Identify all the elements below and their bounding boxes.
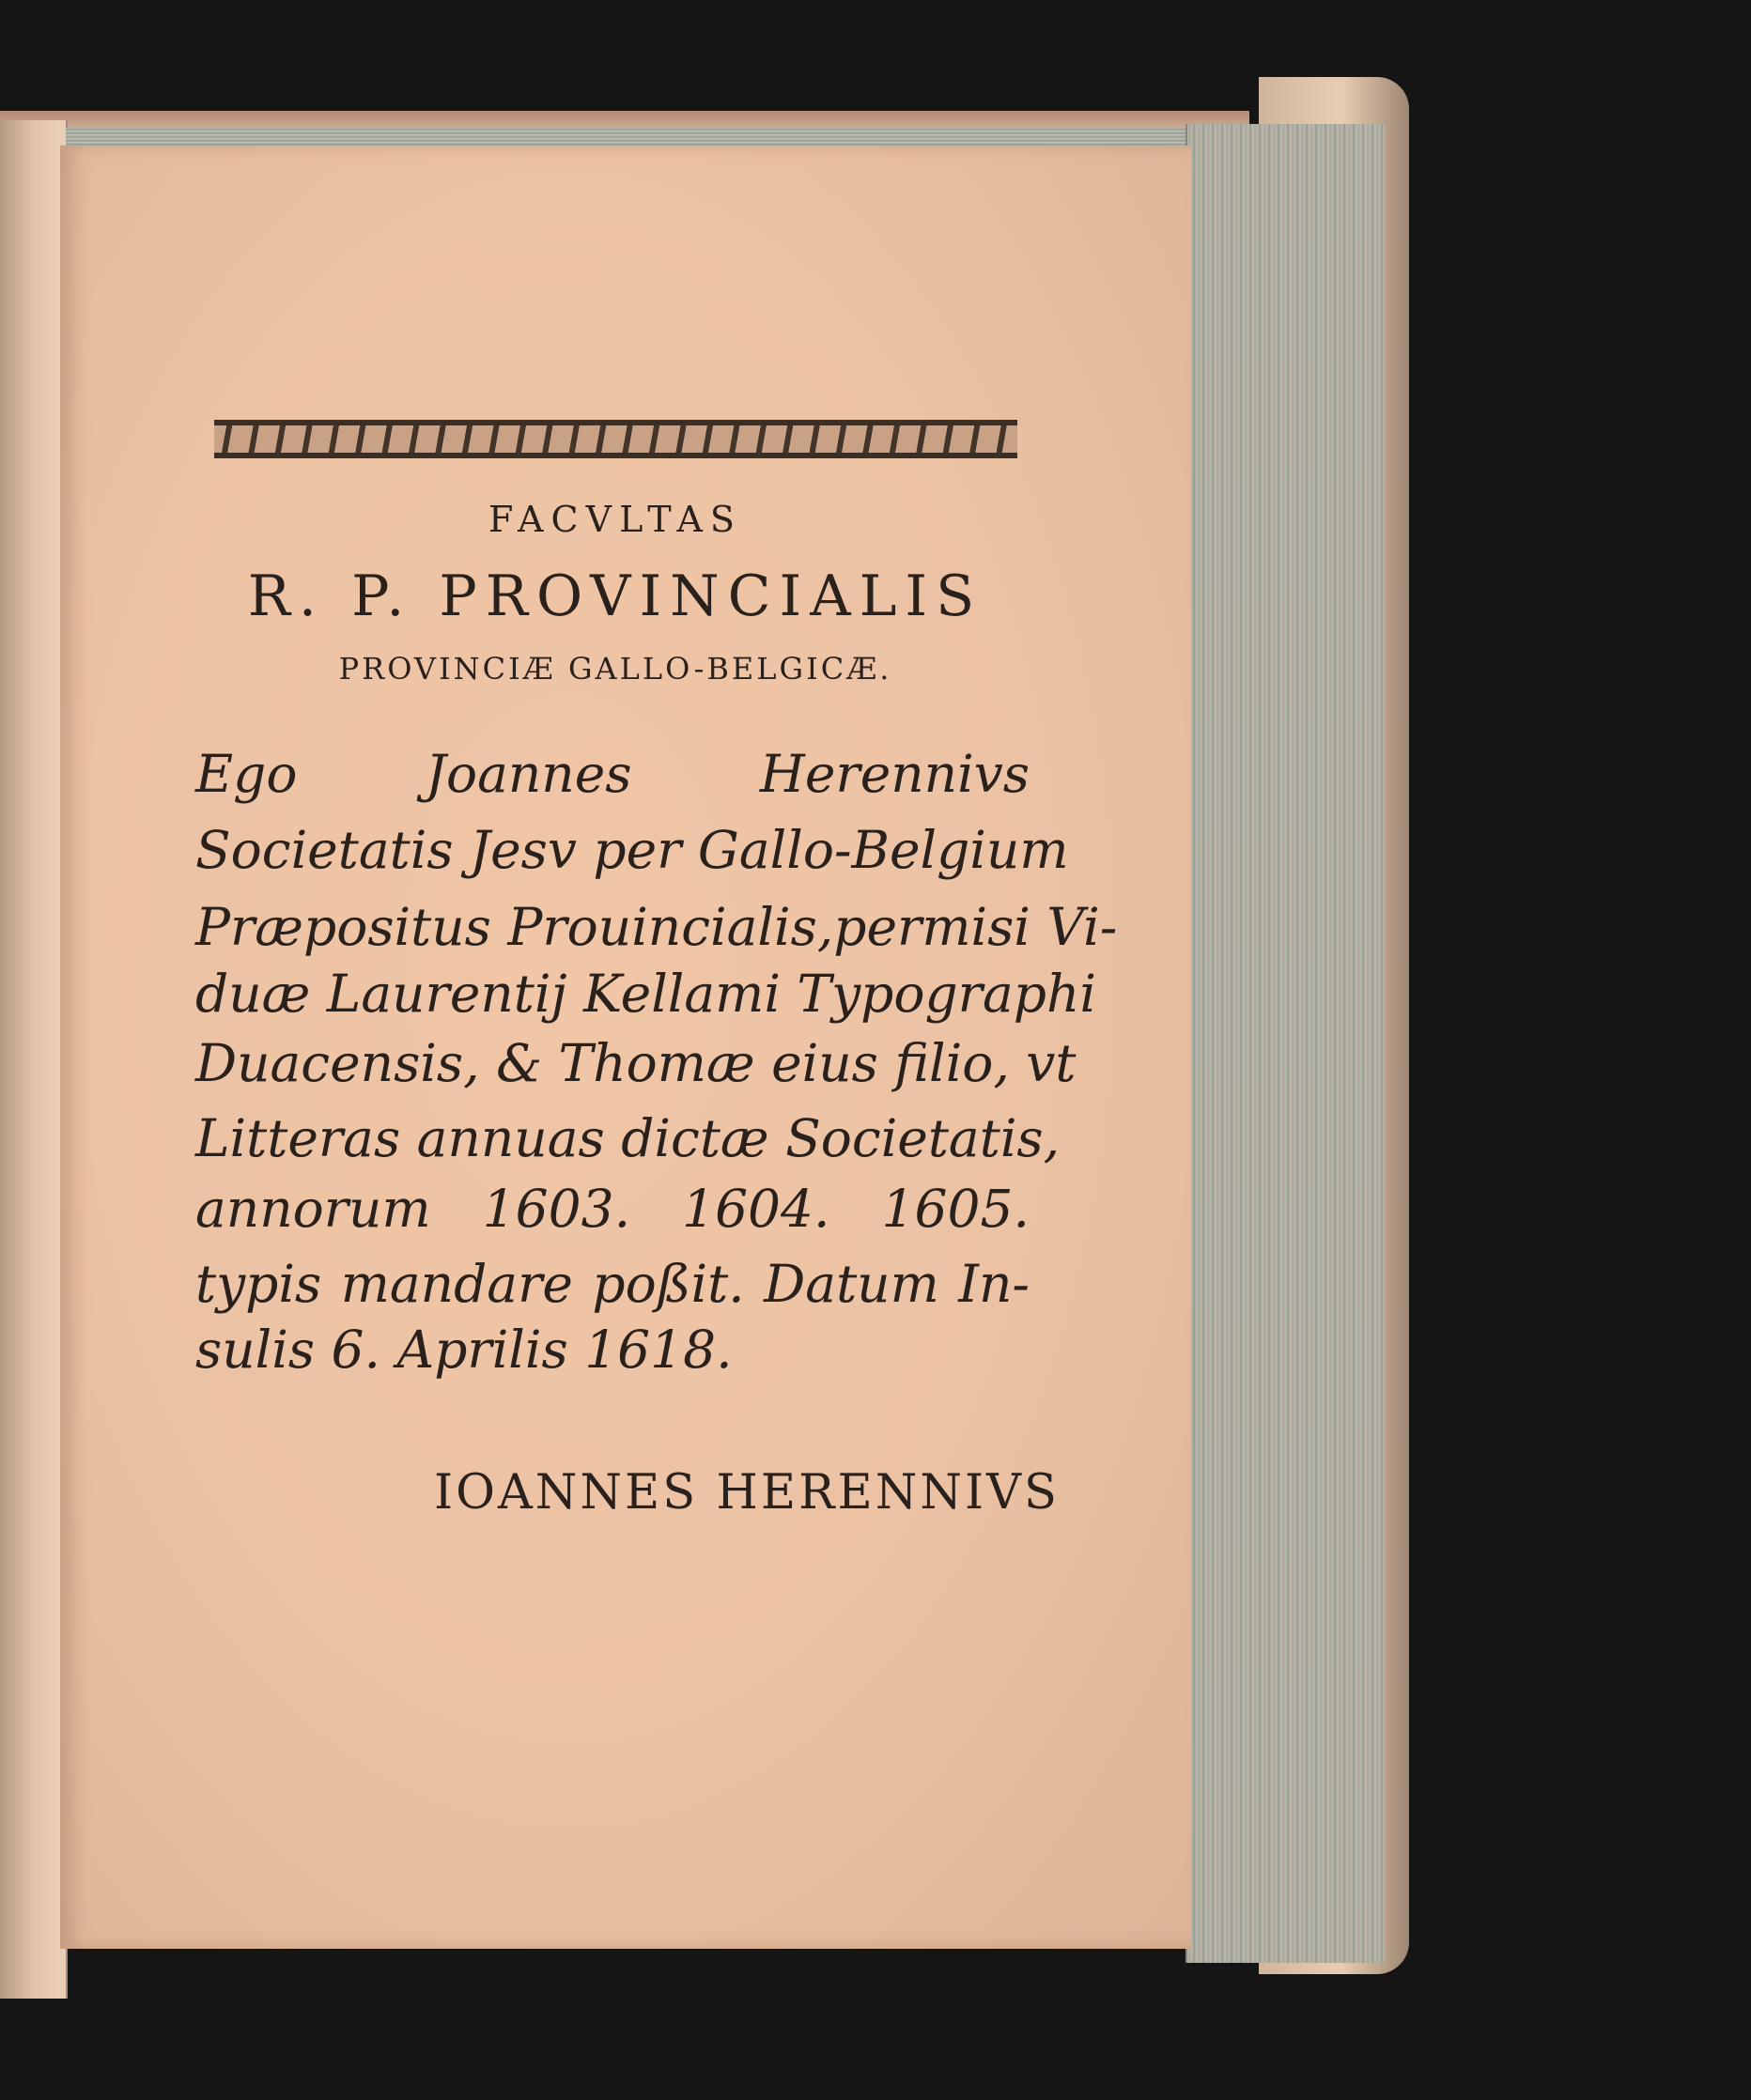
body-line: typis mandare poßit. Datum In-: [195, 1254, 1030, 1314]
body-line: sulis 6. Aprilis 1618.: [195, 1320, 733, 1380]
body-line: Præpositus Prouincialis,permisi Vi-: [195, 897, 1118, 957]
left-page-edge: [0, 120, 68, 1999]
signature-name: IOANNES HERENNIVS: [434, 1465, 1060, 1521]
body-line: Duacensis, & Thomæ eius filio, vt: [195, 1033, 1077, 1093]
heading-provinciae: PROVINCIÆ GALLO-BELGICÆ.: [338, 651, 892, 687]
body-line: annorum 1603. 1604. 1605.: [195, 1179, 1030, 1239]
body-line: Societatis Jesv per Gallo-Belgium: [195, 820, 1069, 880]
body-line: Litteras annuas dictæ Societatis,: [195, 1108, 1061, 1168]
heading-facultas: FACVLTAS: [488, 499, 742, 540]
body-line: Ego Joannes Herennivs: [195, 744, 1030, 804]
heading-provincialis: R. P. PROVINCIALIS: [247, 564, 984, 629]
page-stack-fore-edge: [1185, 124, 1385, 1963]
body-line: duæ Laurentij Kellami Typographi: [195, 964, 1096, 1024]
ornament-band-icon: [214, 420, 1017, 458]
